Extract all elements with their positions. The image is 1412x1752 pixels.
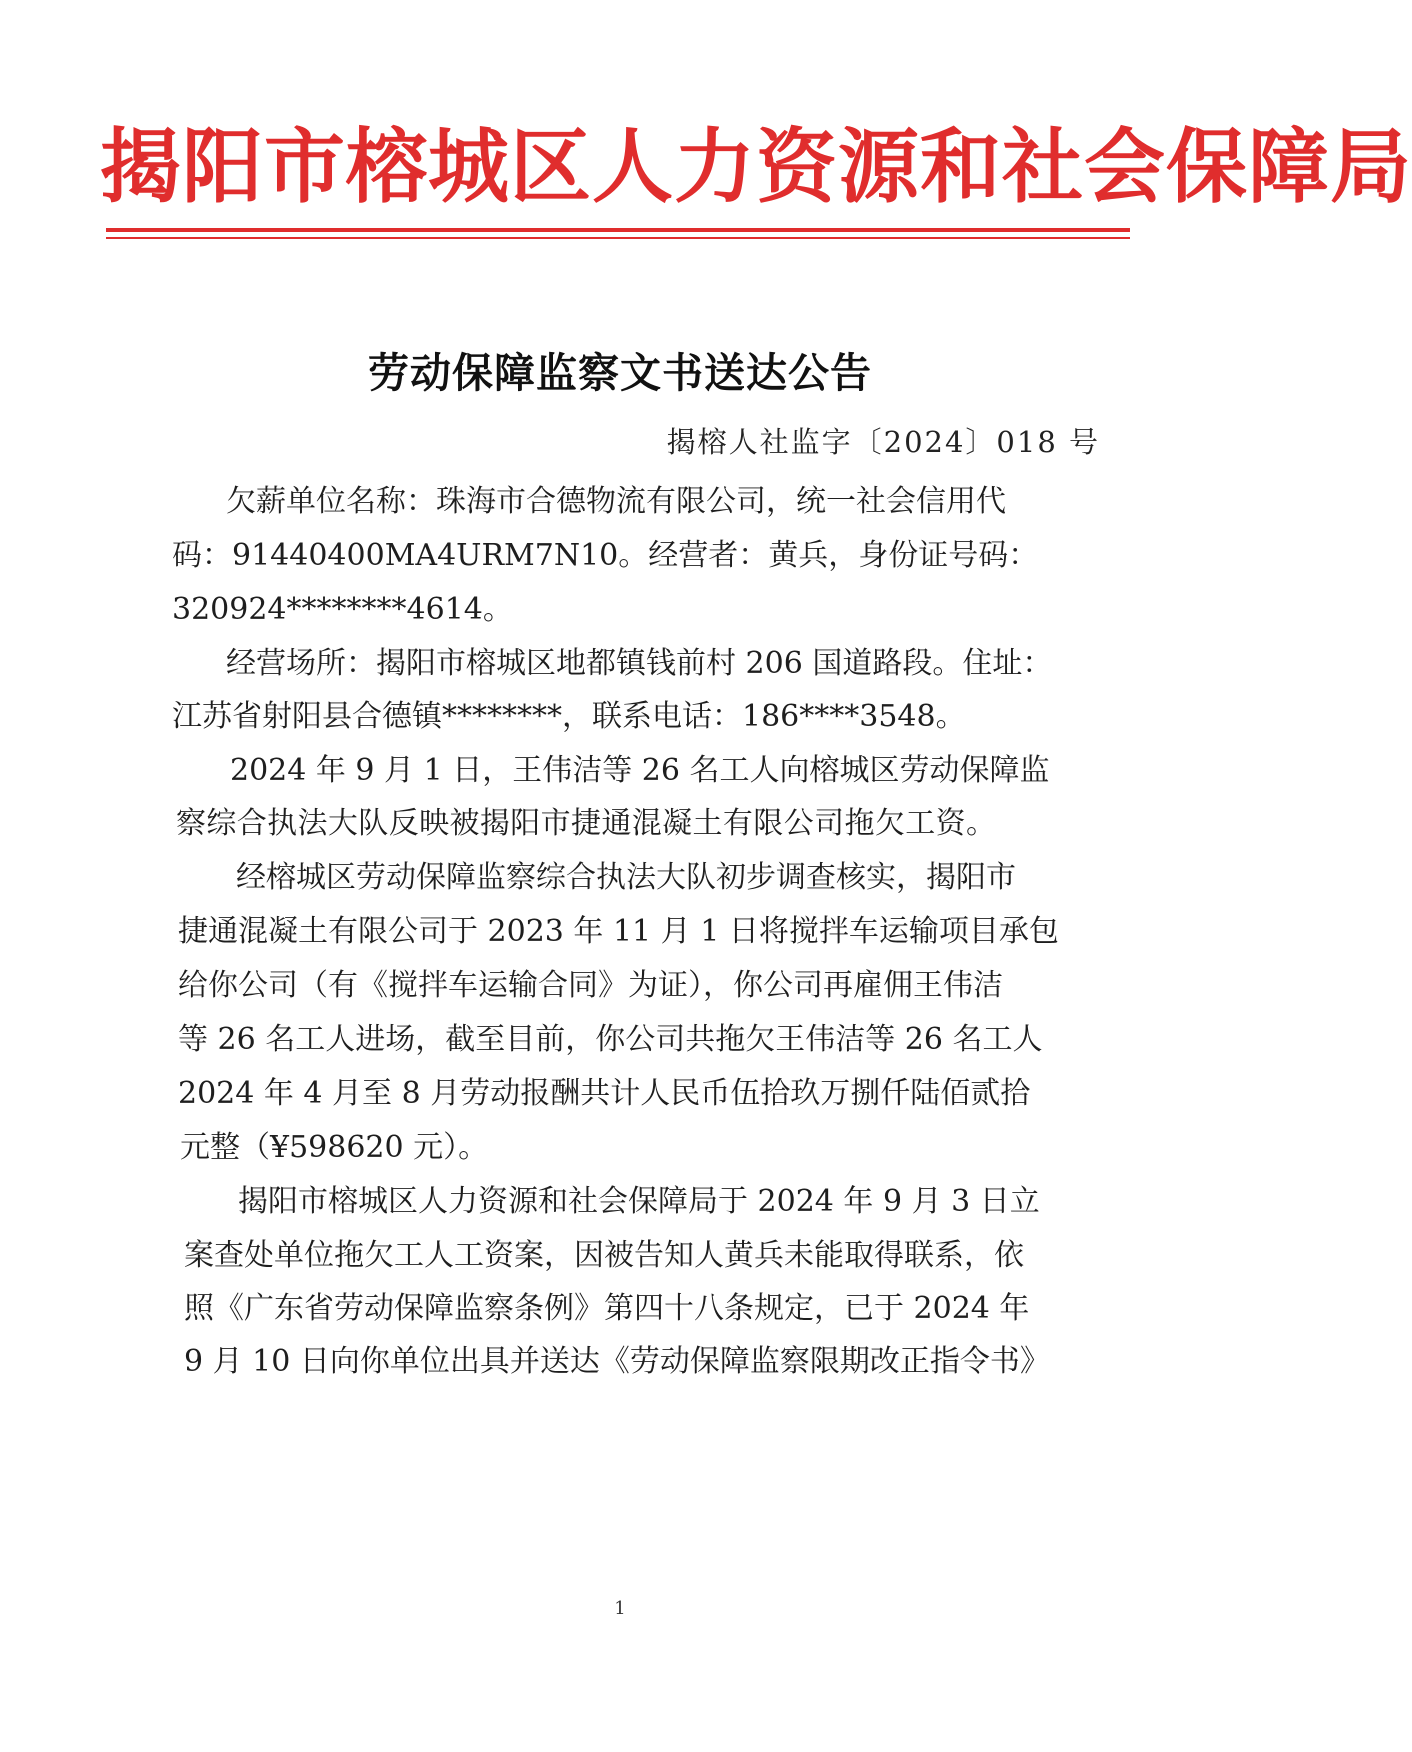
letterhead-red-rule-thick: [106, 228, 1130, 232]
body-line: 给你公司（有《搅拌车运输合同》为证），你公司再雇佣王伟洁: [178, 968, 1003, 1003]
body-line: 经榕城区劳动保障监察综合执法大队初步调查核实，揭阳市: [236, 860, 1016, 895]
body-line: 2024 年 9 月 1 日，王伟洁等 26 名工人向榕城区劳动保障监: [230, 753, 1050, 788]
body-line: 察综合执法大队反映被揭阳市捷通混凝土有限公司拖欠工资。: [176, 806, 996, 841]
body-line: 320924********4614。: [172, 592, 513, 627]
letterhead: [100, 121, 1412, 238]
body-line: 9 月 10 日向你单位出具并送达《劳动保障监察限期改正指令书》: [184, 1344, 1050, 1379]
body-line: 照《广东省劳动保障监察条例》第四十八条规定，已于 2024 年: [184, 1291, 1030, 1326]
body-line: 捷通混凝土有限公司于 2023 年 11 月 1 日将搅拌车运输项目承包: [178, 914, 1059, 949]
body-line: 元整（¥598620 元）。: [180, 1130, 489, 1165]
body-line: 2024 年 4 月至 8 月劳动报酬共计人民币伍拾玖万捌仟陆佰贰拾: [178, 1076, 1031, 1111]
letterhead-red-rule-thin: [106, 237, 1130, 239]
body-line: 案查处单位拖欠工人工资案，因被告知人黄兵未能取得联系，依: [184, 1238, 1024, 1273]
body-line: 码：91440400MA4URM7N10。经营者：黄兵，身份证号码：: [172, 538, 1039, 573]
document-number: 揭榕人社监字〔2024〕018 号: [666, 425, 1100, 459]
body-line: 揭阳市榕城区人力资源和社会保障局于 2024 年 9 月 3 日立: [238, 1184, 1040, 1219]
issuing-organization-name: 揭阳市榕城区人力资源和社会保障局: [100, 121, 1412, 215]
body-line: 欠薪单位名称：珠海市合德物流有限公司，统一社会信用代: [226, 484, 1006, 519]
page-number: 1: [614, 1598, 626, 1619]
body-line: 经营场所：揭阳市榕城区地都镇钱前村 206 国道路段。住址：: [226, 646, 1053, 681]
body-line: 江苏省射阳县合德镇********，联系电话：186****3548。: [172, 699, 966, 734]
document-title: 劳动保障监察文书送达公告: [368, 349, 872, 397]
body-line: 等 26 名工人进场，截至目前，你公司共拖欠王伟洁等 26 名工人: [178, 1022, 1043, 1057]
